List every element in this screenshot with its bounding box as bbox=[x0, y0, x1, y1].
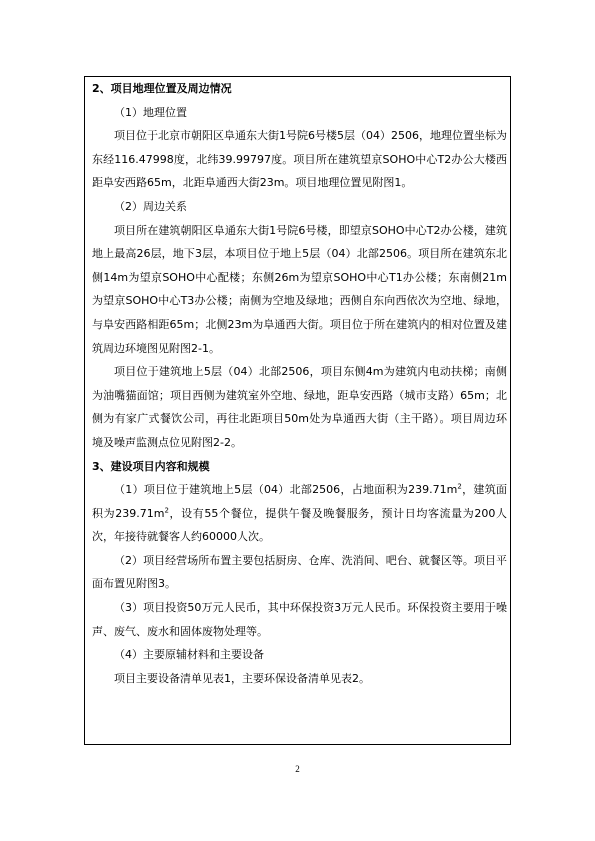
page-number: 2 bbox=[295, 764, 300, 774]
surroundings-paragraph-1: 项目所在建筑朝阳区阜通东大街1号院6号楼，即望京SOHO中心T2办公楼，建筑地上最高26层，地下3层，本项目位于地上5层（04）北部2506。项目所在建筑东北侧14m为望京SOHO中心配楼；东侧26m为望京SOHO中心T1办公楼；东南侧21m为望京SOHO中心T3办公楼；南侧为空地及绿地；西侧自东向西依次为空地、绿地，与阜安西路相距65m；北侧23m为阜通西大街。项目位于所在建筑内的相对位置及建筑周边环境图见附图2-1。 bbox=[92, 223, 507, 355]
area-superscript: 2 bbox=[164, 506, 169, 515]
scale-text-b: ，建筑面积为239.71m bbox=[92, 483, 507, 520]
document-body bbox=[92, 77, 507, 690]
scale-paragraph-3: （3）项目投资50万元人民币，其中环保投资3万元人民币。环保投资主要用于噪声、废气、废水和固体废物处理等。 bbox=[92, 601, 507, 638]
scale-paragraph-1 bbox=[92, 478, 507, 549]
scale-paragraph-2: （2）项目经营场所布置主要包括厨房、仓库、洗消间、吧台、就餐区等。项目平面布置见附图3。 bbox=[92, 553, 507, 591]
materials-heading: （4）主要原辅材料和主要设备 bbox=[114, 648, 264, 662]
section-3-heading: 3、建设项目内容和规模 bbox=[92, 459, 210, 473]
area-superscript: 2 bbox=[457, 482, 462, 491]
surroundings-paragraph-2: 项目位于建筑地上5层（04）北部2506，项目东侧4m为建筑内电动扶梯；南侧为油嘴猫面馆；项目西侧为建筑室外空地、绿地，距阜安西路（城市支路）65m；北侧为有家广式餐饮公司，再往北距项目50m处为阜通西大街（主干路）。项目周边环境及噪声监测点位见附图2-2。 bbox=[92, 365, 507, 449]
scale-text-a: （1）项目位于建筑地上5层（04）北部2506，占地面积为239.71m bbox=[114, 483, 458, 497]
scale-text-c: ，设有55个餐位，提供午餐及晚餐服务，预计日均客流量为200人次，年接待就餐客人约60000人次。 bbox=[92, 506, 507, 544]
geo-location-paragraph: 项目位于北京市朝阳区阜通东大街1号院6号楼5层（04）2506，地理位置坐标为东经116.47998度，北纬39.99797度。项目所在建筑望京SOHO中心T2办公大楼西距阜安西路65m，北距阜通西大街23m。项目地理位置见附图1。 bbox=[92, 129, 507, 190]
materials-paragraph: 项目主要设备清单见表1，主要环保设备清单见表2。 bbox=[114, 671, 370, 685]
geo-location-heading: （1）地理位置 bbox=[114, 105, 187, 119]
section-2-heading: 2、项目地理位置及周边情况 bbox=[92, 82, 232, 95]
surroundings-heading: （2）周边关系 bbox=[114, 199, 187, 213]
